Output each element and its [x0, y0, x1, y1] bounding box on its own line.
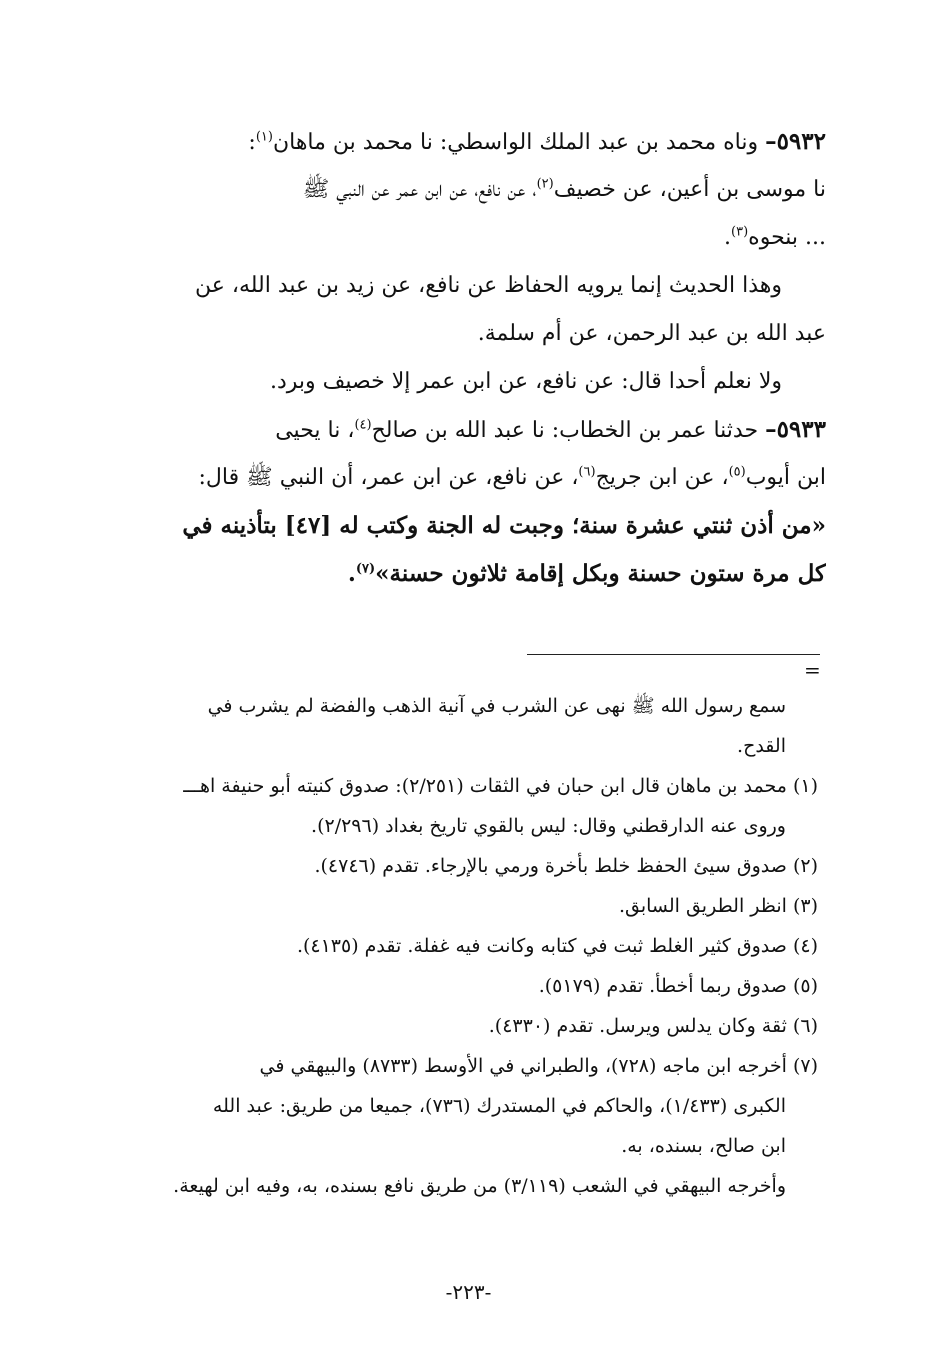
footnote-line: ابن صالح، بسنده، به.	[621, 1135, 786, 1157]
footnote-ref: (٧)	[355, 561, 376, 577]
text-line: ولا نعلم أحدا قال: عن نافع، عن ابن عمر إلا خصيف وبرد.	[269, 369, 782, 394]
page-number: -٢٢٣-	[445, 1280, 492, 1304]
footnote-separator	[527, 654, 820, 655]
footnote-1: (١) محمد بن ماهان قال ابن حبان في الثقات (٢/٢٥١): صدوق كنيته أبو حنيفة اهـــ	[183, 775, 818, 797]
footnote-ref: (٣)	[731, 224, 749, 240]
text-line: ... بنحوه$^{(٣)}$.	[724, 224, 826, 250]
footnotes	[112, 686, 826, 1206]
footnote-ref: (١)	[255, 129, 273, 145]
footnote-5: (٥) صدوق ربما أخطأ. تقدم (٥١٧٩).	[538, 975, 818, 997]
footnote-line: الكبرى (١/٤٣٣)، والحاكم في المستدرك (٧٣٦)، جميعا من طريق: عبد الله	[212, 1095, 786, 1117]
footnote-ref: (٥)	[728, 464, 746, 480]
text-line: وهذا الحديث إنما يرويه الحفاظ عن نافع، عن زيد بن عبد الله، عن	[195, 273, 782, 298]
hadith-5933-line-1: ٥٩٣٣– حدثنا عمر بن الخطاب: نا عبد الله بن صالح$^{(٤)}$، نا يحيى	[275, 416, 826, 443]
footnote-line: وروى عنه الدارقطني وقال: ليس بالقوي تاريخ بغداد (٢/٢٩٦).	[311, 815, 786, 837]
footnote-3: (٣) انظر الطريق السابق.	[618, 895, 818, 917]
main-text	[112, 118, 826, 598]
hadith-5932-line-1: ٥٩٣٢– وناه محمد بن عبد الملك الواسطي: نا محمد بن ماهان$^{(١)}$:	[248, 128, 826, 155]
footnote-continuation-marker: =	[804, 658, 821, 682]
footnote-6: (٦) ثقة وكان يدلس ويرسل. تقدم (٤٣٣٠).	[488, 1015, 818, 1037]
footnote-4: (٤) صدوق كثير الغلط ثبت في كتابه وكانت فيه غفلة. تقدم (٤١٣٥).	[296, 935, 818, 957]
footnote-ref: (٦)	[578, 464, 596, 480]
footnote-line: وأخرجه البيهقي في الشعب (٣/١١٩) من طريق نافع بسنده، به، وفيه ابن لهيعة.	[173, 1175, 786, 1197]
hadith-quote-line: «من أذن ثنتي عشرة سنة؛ وجبت له الجنة وكتب له [٤٧] بتأذينه في	[182, 512, 826, 539]
footnote-ref: (٤)	[354, 417, 372, 433]
footnote-line: القدح.	[737, 735, 786, 757]
text-line: نا موسى بن أعين، عن خصيف$^{(٢)}$، عن نافع، عن ابن عمر عن النبي ﷺ	[302, 176, 826, 202]
footnote-2: (٢) صدوق سيئ الحفظ خلط بأخرة ورمي بالإرجاء. تقدم (٤٧٤٦).	[314, 855, 818, 877]
footnote-ref: (٢)	[536, 176, 554, 192]
footnote-line: سمع رسول الله ﷺ نهى عن الشرب في آنية الذهب والفضة لم يشرب في	[207, 695, 786, 717]
hadith-number: ٥٩٣٣–	[765, 416, 826, 443]
footnote-7: (٧) أخرجه ابن ماجه (٧٢٨)، والطبراني في الأوسط (٨٧٣٣) والبيهقي في	[259, 1055, 818, 1077]
text-line: عبد الله بن عبد الرحمن، عن أم سلمة.	[477, 321, 826, 346]
text-line: ابن أيوب$^{(٥)}$، عن ابن جريج$^{(٦)}$، عن نافع، عن ابن عمر، أن النبي ﷺ قال:	[198, 464, 826, 490]
hadith-number: ٥٩٣٢–	[765, 128, 826, 155]
hadith-quote-line: كل مرة ستون حسنة وبكل إقامة ثلاثون حسنة»$^{(٧)}$.	[347, 560, 826, 587]
